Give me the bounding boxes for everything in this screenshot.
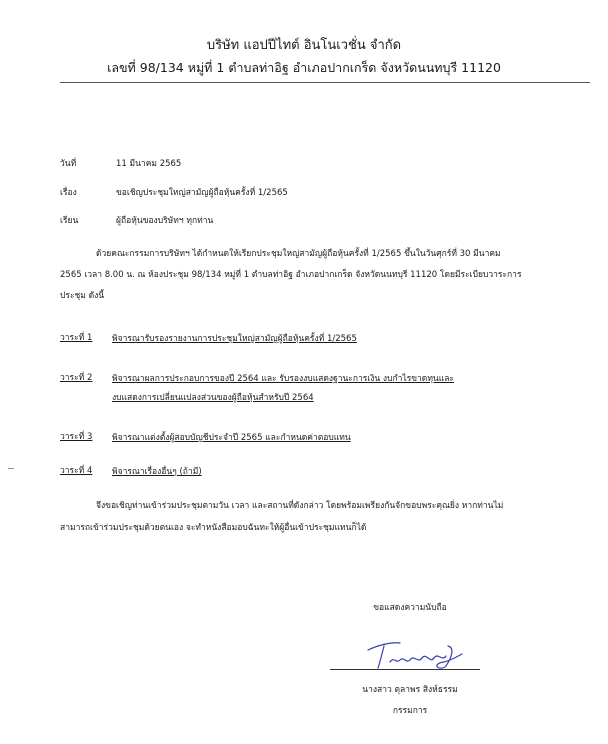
agenda-item: พิจารณารับรองรายงานการประชุมใหญ่สามัญผู้ถือหุ้นครั้งที่ 1/2565 (112, 334, 357, 344)
intro-line: 2565 เวลา 8.00 น. ณ ห้องประชุม 98/134 หมู่ที่ 1 ตำบลท่าอิฐ อำเภอปากเกร็ด จังหวัดนนทบุรี 11120 โดยมีระเบียบวาระการ (60, 270, 522, 280)
subject-label: เรื่อง (60, 188, 77, 198)
signatory-position: กรรมการ (392, 706, 428, 716)
intro-line: ด้วยคณะกรรมการบริษัทฯ ได้กำหนดให้เรียกประชุมใหญ่สามัญผู้ถือหุ้นครั้งที่ 1/2565 ขึ้นในวันศุกร์ที่ 30 มีนาคม (96, 249, 501, 259)
handwritten-signature (360, 634, 470, 674)
date-value: 11 มีนาคม 2565 (116, 159, 182, 169)
header-divider (60, 82, 590, 83)
date-label: วันที่ (60, 159, 77, 169)
subject-value: ขอเชิญประชุมใหญ่สามัญผู้ถือหุ้นครั้งที่ 1/2565 (116, 188, 288, 198)
company-name: บริษัท แอปปีไทต์ อินโนเวชั่น จำกัด (206, 38, 402, 53)
margin-mark (8, 468, 14, 469)
intro-line: ประชุม ดังนี้ (60, 291, 105, 301)
agenda-item-continued: งบแสดงการเปลี่ยนแปลงส่วนของผู้ถือหุ้นสำหรับปี 2564 (112, 393, 314, 403)
agenda-item: พิจารณาเรื่องอื่นๆ (ถ้ามี) (112, 467, 202, 477)
agenda-number: วาระที่ 1 (60, 333, 93, 343)
agenda-number: วาระที่ 4 (60, 466, 93, 476)
recipient-label: เรียน (60, 216, 79, 226)
closing-line: สามารถเข้าร่วมประชุมด้วยตนเอง จะทำหนังสือมอบฉันทะให้ผู้อื่นเข้าประชุมแทนก็ได้ (60, 523, 367, 533)
closing-line: จึงขอเชิญท่านเข้าร่วมประชุมตามวัน เวลา และสถานที่ดังกล่าว โดยพร้อมเพรียงกันจักขอบพระคุณยิ่ง หากท่านไม่ (96, 501, 504, 511)
company-address: เลขที่ 98/134 หมู่ที่ 1 ตำบลท่าอิฐ อำเภอปากเกร็ด จังหวัดนนทบุรี 11120 (107, 60, 501, 75)
signature-line (330, 669, 480, 670)
agenda-number: วาระที่ 2 (60, 373, 93, 383)
signatory-name: นางสาว ตุลาพร สิงห์ธรรม (362, 685, 458, 695)
regards-text: ขอแสดงความนับถือ (373, 603, 447, 613)
recipient-value: ผู้ถือหุ้นของบริษัทฯ ทุกท่าน (116, 216, 214, 226)
agenda-item: พิจารณาแต่งตั้งผู้สอบบัญชีประจำปี 2565 และกำหนดค่าตอบแทน (112, 433, 351, 443)
agenda-number: วาระที่ 3 (60, 432, 93, 442)
agenda-item: พิจารณาผลการประกอบการของปี 2564 และ รับรองงบแสดงฐานะการเงิน งบกำไรขาดทุนและ (112, 374, 454, 384)
